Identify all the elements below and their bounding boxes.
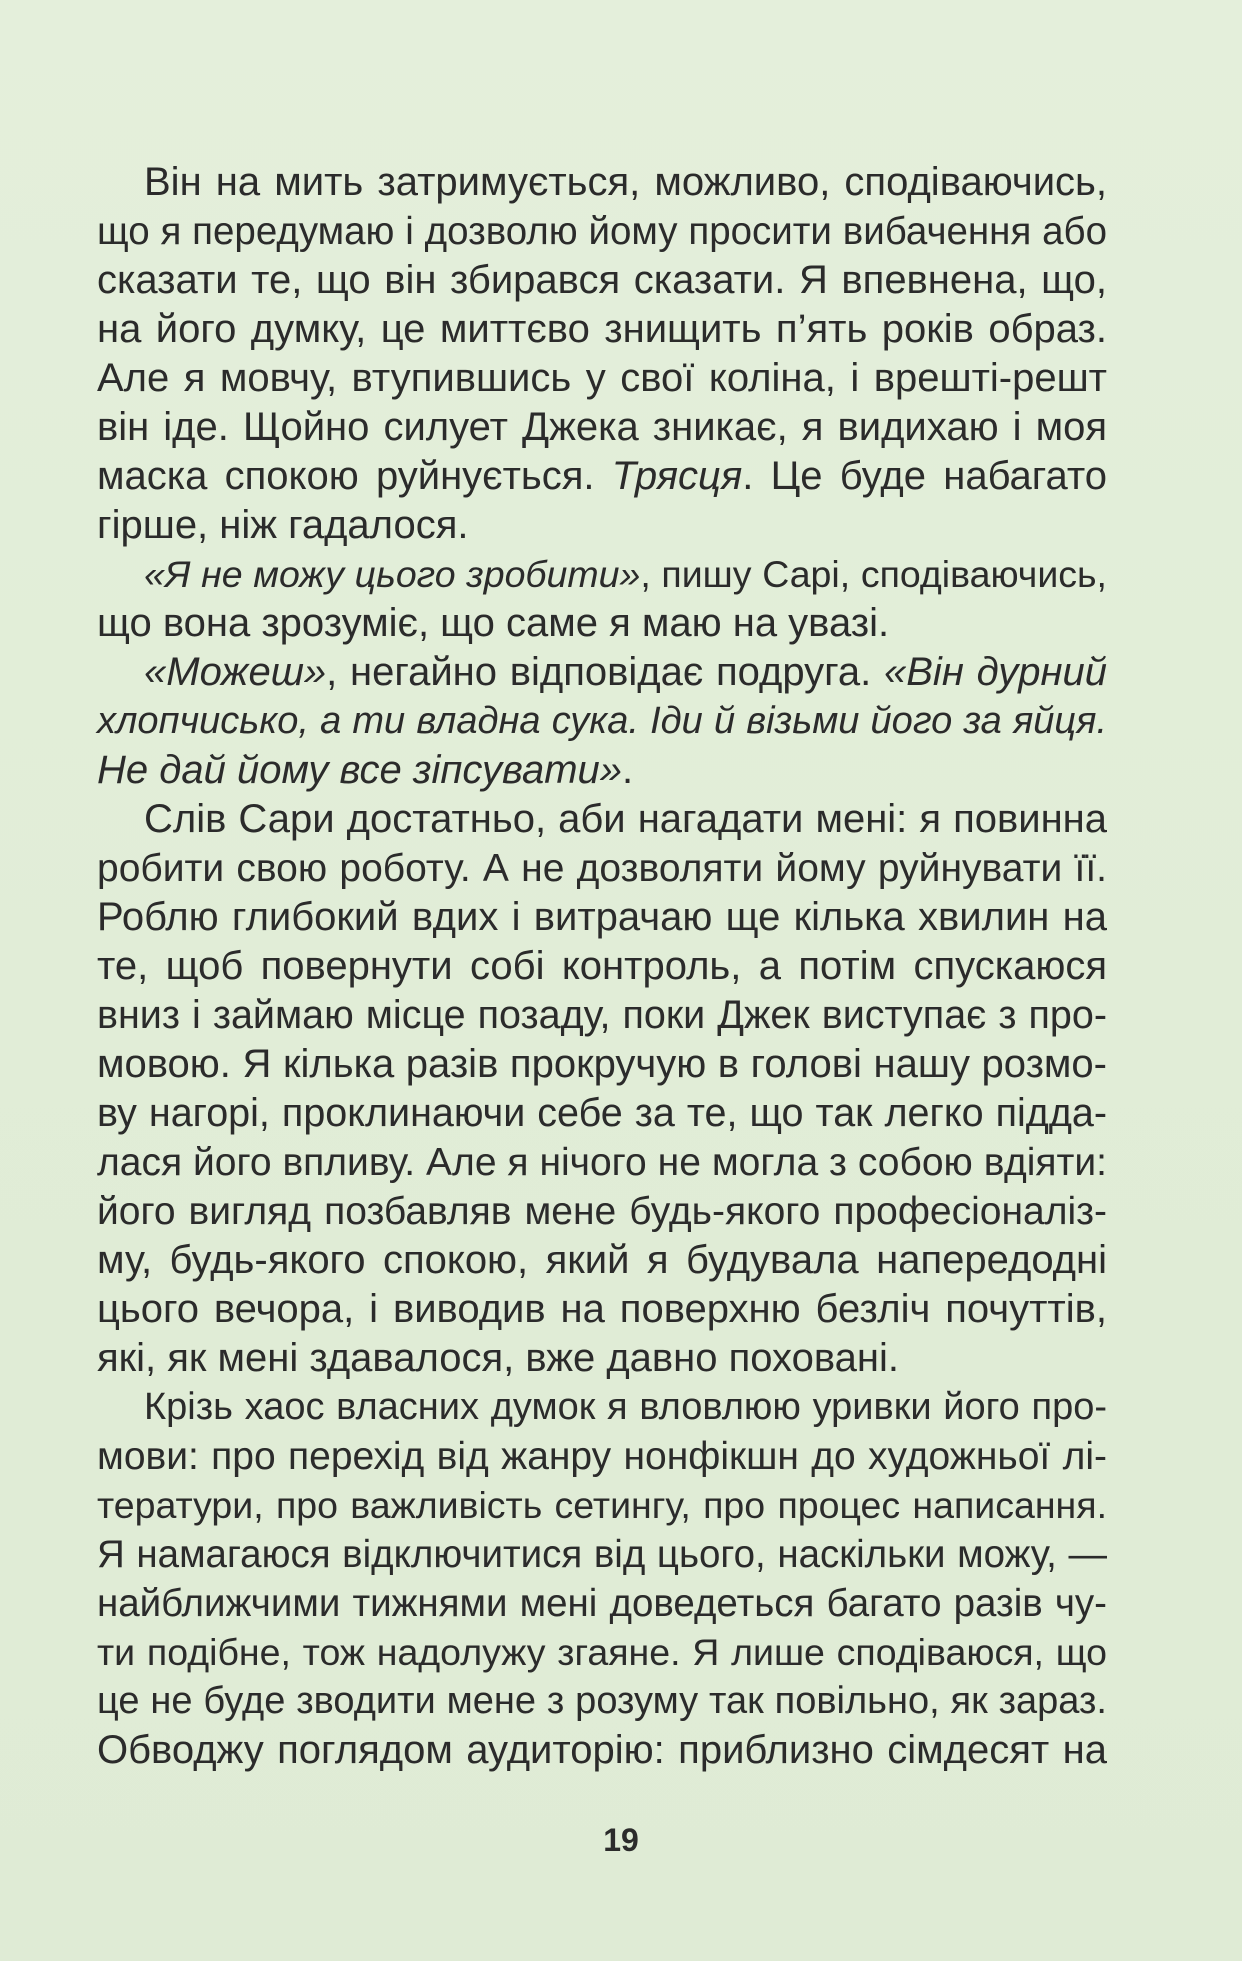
text-line [97, 550, 1107, 599]
text-line [97, 207, 1107, 256]
text-line [97, 1726, 1107, 1775]
text-line [97, 1432, 1107, 1481]
text-segment: Я намагаюся відключитися від цього, наскільки можу, — [97, 1533, 1107, 1576]
text-segment: Слів Сари достатньо, аби нагадати мені: я повинна [144, 797, 1107, 841]
text-segment: Але я мовчу, втупившись у свої коліна, і врешті-решт [97, 356, 1107, 400]
text-segment: сказати те, що він збирався сказати. Я впевнена, що, [97, 258, 1107, 302]
italic-text-segment: хлопчисько, а ти владна сука. Іди й візьми його за яйця. [97, 700, 1107, 742]
text-line [97, 305, 1107, 354]
italic-text-segment: «Можеш» [144, 650, 327, 694]
text-segment: Крізь хаос власних думок я вловлюю уривки його про- [144, 1386, 1107, 1428]
text-segment: цього вечора, і виводив на поверхню безліч почуттів, [97, 1287, 1107, 1331]
text-segment: лася його впливу. Але я нічого не могла з собою вдіяти: [97, 1141, 1107, 1184]
text-line [97, 354, 1107, 403]
text-segment: ву нагорі, проклинаючи себе за те, що так легко підда- [97, 1091, 1107, 1135]
text-line [97, 697, 1107, 746]
text-segment: , пишу Сарі, сподіваючись, [640, 553, 1107, 595]
text-segment: найближчими тижнями мені доведеться багато разів чу- [97, 1582, 1107, 1625]
text-line [97, 1334, 1107, 1383]
text-line [97, 599, 1107, 648]
text-segment: Він на мить затримується, можливо, сподіваючись, [144, 160, 1107, 204]
text-line [97, 1089, 1107, 1138]
italic-text-segment: «Я не можу цього зробити» [144, 553, 641, 595]
text-segment: те, щоб повернути собі контроль, а потім спускаюся [97, 944, 1107, 988]
text-line [97, 844, 1107, 893]
text-line [97, 1628, 1107, 1677]
text-segment: що вона зрозуміє, що саме я маю на увазі. [97, 601, 890, 645]
text-line [97, 501, 1107, 550]
text-segment: вниз і займаю місце позаду, поки Джек виступає з про- [97, 993, 1107, 1037]
text-line [97, 452, 1107, 501]
text-line [97, 1138, 1107, 1187]
text-segment: . Це буде набагато [742, 454, 1107, 498]
text-line [97, 158, 1107, 207]
text-line [97, 403, 1107, 452]
text-line [97, 991, 1107, 1040]
italic-text-segment: Не дай йому все зіпсувати» [97, 748, 622, 792]
text-segment: ти подібне, тож надолужу згаяне. Я лише сподіваюся, що [97, 1631, 1107, 1673]
text-segment: які, як мені здавалося, вже давно поховані. [97, 1336, 899, 1380]
italic-text-segment: Трясця [611, 454, 743, 498]
text-segment: він іде. Щойно силует Джека зникає, я видихаю і моя [97, 405, 1107, 449]
body-text [97, 158, 1107, 1775]
text-segment: . [622, 748, 634, 792]
text-line [97, 795, 1107, 844]
text-line [97, 1579, 1107, 1628]
text-segment: Обводжу поглядом аудиторію: приблизно сімдесят на [97, 1728, 1107, 1772]
text-line [97, 648, 1107, 697]
text-line [97, 942, 1107, 991]
text-line [97, 746, 1107, 795]
text-segment: що я передумаю і дозволю йому просити вибачення або [97, 210, 1107, 253]
text-segment: це не буде зводити мене з розуму так повільно, як зараз. [97, 1680, 1107, 1722]
text-segment: мовою. Я кілька разів прокручую в голові нашу розмо- [97, 1042, 1107, 1086]
page-number: 19 [603, 1822, 639, 1858]
text-line [97, 893, 1107, 942]
text-segment: му, будь-якого спокою, який я будувала напередодні [97, 1238, 1107, 1282]
text-segment: гірше, ніж гадалося. [97, 503, 469, 547]
text-line [97, 1187, 1107, 1236]
text-segment: тератури, про важливість сетингу, про процес написання. [97, 1484, 1107, 1526]
text-segment: на його думку, це миттєво знищить п’ять років образ. [97, 307, 1107, 351]
text-segment: , негайно відповідає подруга. [326, 650, 884, 694]
text-segment: маска спокою руйнується. [97, 454, 612, 498]
text-line [97, 1481, 1107, 1530]
text-line [97, 1236, 1107, 1285]
text-line [97, 1383, 1107, 1432]
italic-text-segment: «Він дурний [884, 650, 1107, 694]
text-line [97, 1677, 1107, 1726]
text-line [97, 1530, 1107, 1579]
text-segment: його вигляд позбавляв мене будь-якого професіоналіз- [97, 1190, 1107, 1233]
text-segment: Роблю глибокий вдих і витрачаю ще кілька хвилин на [97, 895, 1107, 939]
text-line [97, 1285, 1107, 1334]
text-segment: робити свою роботу. А не дозволяти йому руйнувати її. [97, 847, 1107, 890]
text-line [97, 1040, 1107, 1089]
text-line [97, 256, 1107, 305]
text-segment: мови: про перехід від жанру нонфікшн до художньої лі- [97, 1435, 1107, 1478]
